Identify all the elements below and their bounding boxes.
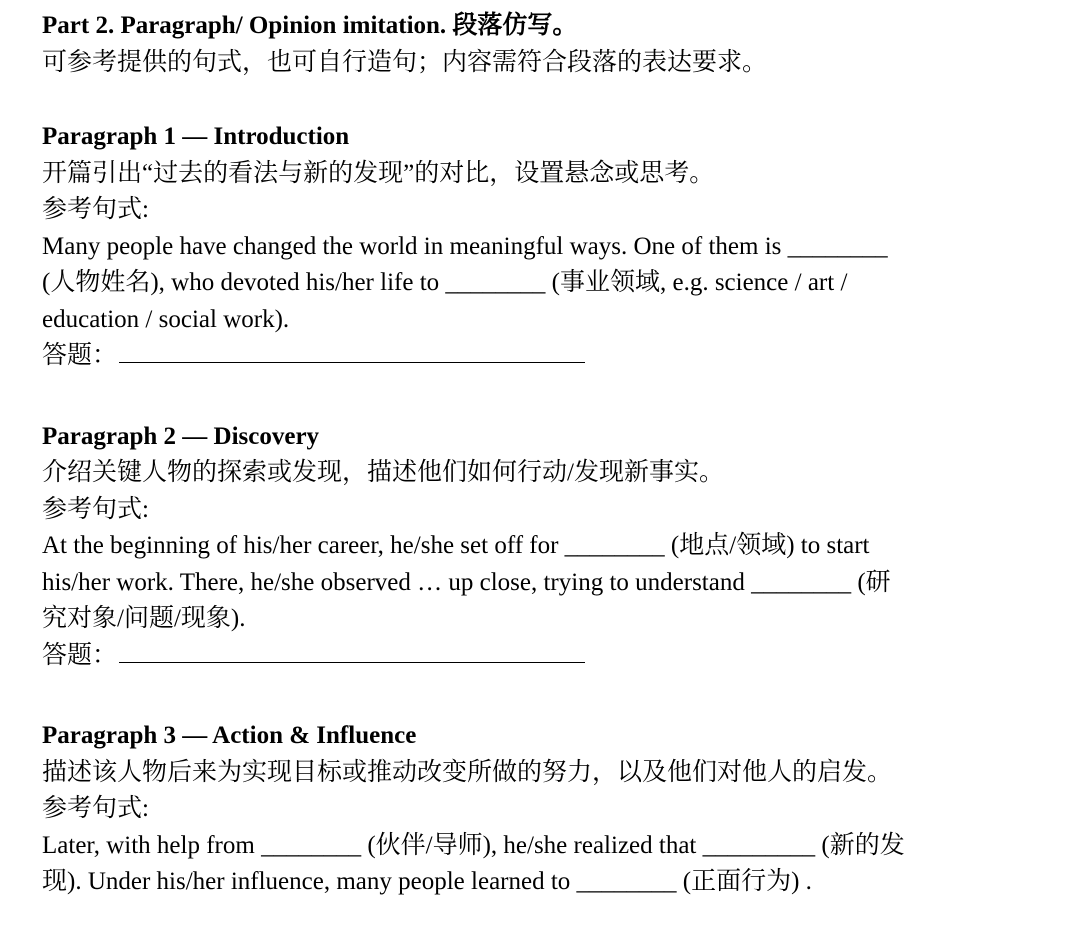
paragraph-3-section (42, 718, 1018, 901)
answer-blank[interactable] (119, 638, 585, 663)
reference-sentence-line: (人物姓名), who devoted his/her life to ________ (事业领域, e.g. science / art / (42, 269, 848, 296)
reference-label: 参考句式: (42, 196, 149, 223)
paragraph-2-section (42, 419, 1018, 675)
paragraph-1-section (42, 119, 1018, 375)
paragraph-description: 介绍关键人物的探索或发现，描述他们如何行动/发现新事实。 (42, 459, 724, 486)
paragraph-description: 描述该人物后来为实现目标或推动改变所做的努力，以及他们对他人的启发。 (42, 758, 893, 786)
paragraph-heading: Paragraph 3 — Action & Influence (42, 722, 417, 749)
part-title: Part 2. Paragraph/ Opinion imitation. 段落仿写。 (42, 12, 578, 39)
paragraph-description: 开篇引出“过去的看法与新的发现”的对比，设置悬念或思考。 (42, 159, 715, 187)
answer-row (42, 338, 1018, 375)
paragraph-heading: Paragraph 1 — Introduction (42, 123, 350, 150)
answer-label: 答题： (42, 342, 118, 369)
reference-label: 参考句式: (42, 495, 149, 523)
reference-sentence-line: education / social work). (42, 305, 290, 333)
answer-row (42, 638, 1018, 675)
answer-label: 答题： (42, 641, 118, 669)
answer-blank[interactable] (119, 338, 585, 363)
reference-sentence-line: his/her work. There, he/she observed … up close, trying to understand ________ (研 (42, 568, 891, 596)
reference-sentence-line: Later, with help from ________ (伙伴/导师), he/she realized that _________ (新的发 (42, 831, 905, 859)
reference-sentence-line: 究对象/问题/现象). (42, 605, 246, 632)
part-instruction: 可参考提供的句式，也可自行造句；内容需符合段落的表达要求。 (42, 48, 768, 76)
reference-sentence-line: At the beginning of his/her career, he/she set off for ________ (地点/领域) to start (42, 532, 870, 559)
paragraph-heading: Paragraph 2 — Discovery (42, 422, 320, 450)
document-page (42, 8, 1018, 901)
reference-sentence-line: Many people have changed the world in meaningful ways. One of them is ________ (42, 232, 888, 260)
reference-label: 参考句式: (42, 795, 149, 822)
reference-sentence-line: 现). Under his/her influence, many people learned to ________ (正面行为) . (42, 868, 812, 895)
